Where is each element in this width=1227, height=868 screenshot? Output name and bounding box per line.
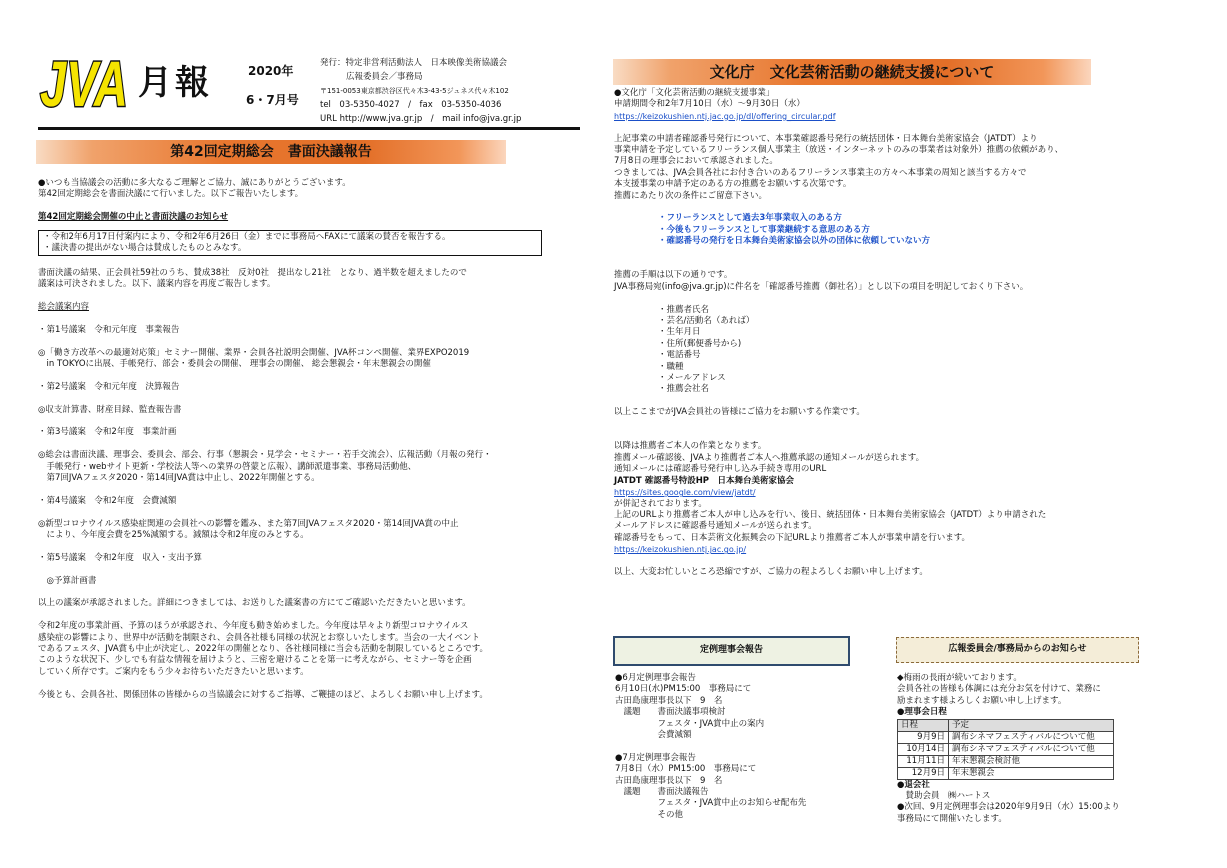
pr-line: 励まれます様よろしくお願い申し上げます。 xyxy=(897,695,1067,706)
board-line: 7月8日（水）PM15:00 事務局にて xyxy=(615,764,757,775)
schedule-date: 9月9日 xyxy=(898,731,949,743)
tel-fax: tel 03-5350-4027 / fax 03-5350-4036 xyxy=(320,100,502,110)
nominee-line: 推薦メール確認後、JVAより推薦者ご本人へ推薦承認の通知メールが送られます。 xyxy=(614,452,925,463)
withdraw-member: 賛助会員 ㈱ハートス xyxy=(897,791,991,802)
member-work-text: 以上ここまでがJVA会員社の皆様にご協力をお願いする作業です。 xyxy=(614,407,865,418)
board-report xyxy=(615,673,885,821)
newsletter-title: 月報 xyxy=(138,63,212,103)
schedule-date: 12月9日 xyxy=(898,767,949,779)
plan-line: このような状況下、少しでも有益な情報を届けようと、三密を避けることを第一に考えながら、セミナー等を企画 xyxy=(38,655,472,666)
board-report-heading: 定例理事会報告 xyxy=(613,636,850,666)
support-line: 事業申請を予定しているフリーランス個人事業主（放送・インターネットのみの事業者は対象外）推薦の依頼があり、 xyxy=(614,145,1064,156)
support-line: 推薦にあたり次の条件にご留意下さい。 xyxy=(614,190,768,201)
publisher: 発行：特定非営利活動法人 日本映像美術協議会 xyxy=(320,58,508,68)
nominee-line: メールアドレスに確認番号通知メールが送られます。 xyxy=(614,521,817,532)
plan-line: 感染症の影響により、世界中が活動を制限され、会員各社様も同様の状況とお察しいたします。当会の一大イベント xyxy=(38,632,480,643)
nominee-line: 通知メールには確認番号発行申し込み手続き専用のURL xyxy=(614,464,827,475)
support-line: つきましては、JVA会員各社にお付き合いのあるフリーランス事業主の方々へ本事業の周知と該当する方々で xyxy=(614,167,1027,178)
field-item: ・生年月日 xyxy=(658,327,701,338)
nominee-line: 確認番号をもって、日本芸術文化振興会の下記URLより推薦者ご本人が事業申請を行います。 xyxy=(614,532,971,543)
withdraw-heading: ●退会社 xyxy=(897,779,930,790)
field-item: ・電話番号 xyxy=(658,350,701,361)
schedule-plan: 調布シネマフェスティバルについて他 xyxy=(949,731,1114,743)
schedule-plan: 年末懇親会 xyxy=(949,767,1114,779)
keizokushien-link[interactable]: https://keizokushien.ntj.jac.go.jp/ xyxy=(614,545,747,555)
jatdt-site-label: JATDT 確認番号特設HP 日本舞台美術家協会 xyxy=(614,475,795,486)
schedule-header-date: 日程 xyxy=(898,719,949,731)
agenda-item: ・第3号議案 令和2年度 事業計画 xyxy=(38,427,177,438)
application-period: 申請期間令和2年7月10日（水）～9月30日（水） xyxy=(614,99,805,110)
schedule-row xyxy=(898,755,1114,767)
board-line: その他 xyxy=(615,809,684,820)
pr-line: 会員各社の皆様も体調には充分お気を付けて、業務に xyxy=(897,684,1101,695)
board-line: ●7月定例理事会報告 xyxy=(615,752,696,763)
field-item: ・メールアドレス xyxy=(658,373,726,384)
nominee-line: が併記されております。 xyxy=(614,498,707,509)
pr-line: ◆梅雨の長雨が続いております。 xyxy=(897,673,1022,683)
notice-line: ・議決書の提出がない場合は賛成したものとみなす。 xyxy=(43,243,247,254)
intro-line: ●いつも当協議会の活動に多大なるご理解とご協力、誠にありがとうございます。 xyxy=(38,178,351,188)
schedule-date: 11月11日 xyxy=(898,755,949,767)
masthead-rule xyxy=(38,127,580,130)
agenda-detail: ◎総会は書面決議、理事会、委員会、部会、行事（懇親会・見学会・セミナー・若手交流会）、広報活動（月報の発行・ xyxy=(38,450,492,461)
right-closing-text: 以上、大変お忙しいところ恐縮ですが、ご協力の程よろしくお願い申し上げます。 xyxy=(614,566,928,577)
result-line: 書面決議の結果、正会員社59社のうち、賛成38社 反対0社 提出なし21社 となり、過半数を超えましたので xyxy=(38,267,467,278)
schedule-heading: ●理事会日程 xyxy=(897,707,947,718)
program-name: ●文化庁「文化芸術活動の継続支援事業」 xyxy=(614,88,775,98)
next-meeting-line: ●次回、9月定例理事会は2020年9月9日（水）15:00より xyxy=(897,802,1120,813)
nominee-line: 上記のURLより推薦者ご本人が申し込みを行い、後日、統括団体・日本舞台美術家協会（JATDT）より申請された xyxy=(614,509,1047,520)
agenda-detail: ◎新型コロナウイルス感染症関連の会員社への影響を鑑み、また第7回JVAフェスタ2020・第14回JVA賞の中止 xyxy=(38,518,459,529)
nominee-line: 以降は推薦者ご本人の作業となります。 xyxy=(614,441,767,452)
field-item: ・住所(郵便番号から) xyxy=(658,338,742,349)
condition-item: ・確認番号の発行を日本舞台美術家協会以外の団体に依頼していない方 xyxy=(658,236,931,247)
agenda-detail: ◎予算計画書 xyxy=(38,575,97,586)
issue-year: 2020年 xyxy=(248,64,294,78)
agenda-detail: により、今年度会費を25%減額する。減額は令和2年度のみとする。 xyxy=(38,530,309,541)
bunka-support-banner: 文化庁 文化芸術活動の継続支援について xyxy=(613,59,1091,85)
agenda-detail: ◎「働き方改革への最適対応策」セミナー開催、業界・会員各社説明会開催、JVA杯コンペ開催、業界EXPO2019 xyxy=(38,347,470,358)
agenda-item: ・第4号議案 令和2年度 会費減額 xyxy=(38,495,177,506)
agenda-detail: 第7回JVAフェスタ2020・第14回JVA賞は中止し、2022年開催とする。 xyxy=(38,473,320,484)
plan-line: であるフェスタ、JVA賞も中止が決定し、2022年の開催となり、各社様同様に当会も活動を制限しているところです。 xyxy=(38,644,489,655)
agenda-heading: 総会議案内容 xyxy=(38,302,90,313)
pr-notice xyxy=(897,673,1147,825)
agenda-item: ・第2号議案 令和元年度 決算報告 xyxy=(38,381,180,392)
agenda-item: ・第5号議案 令和2年度 収入・支出予算 xyxy=(38,552,202,563)
left-column xyxy=(38,178,583,701)
intro-line: 第42回定期総会を書面決議にて行いました。以下ご報告いたします。 xyxy=(38,189,304,200)
field-item: ・推薦会社名 xyxy=(658,384,710,395)
support-line: 本支援事業の申請予定のある方の推薦をお願いする次第です。 xyxy=(614,179,852,190)
procedure-line: 推薦の手順は以下の通りです。 xyxy=(614,270,733,281)
notice-line: ・令和2年6月17日付案内により、令和2年6月26日（金）までに事務局へFAXにて議案の賛否を報告する。 xyxy=(43,231,451,242)
field-item: ・芸名/活動名（あれば） xyxy=(658,316,755,327)
schedule-table xyxy=(897,719,1114,780)
agenda-detail: 手帳発行・webサイト更新・学校法人等への業界の啓蒙と広報）、講師派遣事業、事務局活動他、 xyxy=(38,461,417,472)
pr-notice-heading: 広報委員会/事務局からのお知らせ xyxy=(896,637,1139,663)
condition-item: ・今後もフリーランスとして事業継続する意思のある方 xyxy=(658,224,870,235)
notice-heading: 第42回定期総会開催の中止と書面決議のお知らせ xyxy=(38,212,229,223)
jva-logo xyxy=(38,48,130,120)
address: 〒151-0053東京都渋谷区代々木3-43-5ジュネス代々木102 xyxy=(320,87,509,95)
jatdt-link[interactable]: https://sites.google.com/view/jatdt/ xyxy=(614,488,756,498)
plan-line: 令和2年度の事業計画、予算のほうが承認され、今年度も動き始めました。今年度は早々より新型コロナウイルス xyxy=(38,621,469,632)
board-line: 会費減額 xyxy=(615,730,692,741)
jva-logo-text: JVA xyxy=(40,48,128,120)
department: 広報委員会／事務局 xyxy=(346,72,423,82)
schedule-row xyxy=(898,767,1114,779)
board-line: フェスタ・JVA賞中止の案内 xyxy=(615,718,765,729)
next-meeting-line: 事務局にて開催いたします。 xyxy=(897,813,1007,824)
support-line: 上記事業の申請者確認番号発行について、本事業確認番号発行の統括団体・日本舞台美術家協会（JATDT）より xyxy=(614,133,1038,144)
procedure-line: JVA事務局宛(info@jva.gr.jp)に件名を「確認番号推薦（御社名）」とし以下の項目を明記しておくり下さい。 xyxy=(614,281,1029,292)
board-line: 議題 書面決議報告 xyxy=(615,787,709,798)
offering-link[interactable]: https://keizokushien.ntj.jac.go.jp/dl/offering_circular.pdf xyxy=(614,111,836,121)
condition-item: ・フリーランスとして過去3年事業収入のある方 xyxy=(658,213,842,224)
url-mail: URL http://www.jva.gr.jp / mail info@jva.gr.jp xyxy=(320,114,522,124)
fields-list xyxy=(614,305,1194,396)
result-line: 議案は可決されました。以下、議案内容を再度ご報告します。 xyxy=(38,279,276,290)
schedule-row xyxy=(898,731,1114,743)
agenda-detail: ◎収支計算書、財産目録、監査報告書 xyxy=(38,404,182,415)
schedule-plan: 年末懇親会検討他 xyxy=(949,755,1114,767)
conditions-list xyxy=(614,213,1194,247)
schedule-row xyxy=(898,743,1114,755)
schedule-header-row xyxy=(898,719,1114,731)
board-line: フェスタ・JVA賞中止のお知らせ配布先 xyxy=(615,798,807,809)
schedule-plan: 調布シネマフェスティバルについて他 xyxy=(949,743,1114,755)
field-item: ・職種 xyxy=(658,361,684,372)
notice-box xyxy=(38,230,542,257)
closing-text: 今後とも、会員各社、関係団体の皆様からの当協議会に対するご指導、ご鞭撻のほど、よろしくお願い申し上げます。 xyxy=(38,689,488,700)
schedule-date: 10月14日 xyxy=(898,743,949,755)
agenda-item: ・第1号議案 令和元年度 事業報告 xyxy=(38,324,180,335)
general-meeting-banner: 第42回定期総会 書面決議報告 xyxy=(36,140,506,164)
right-column xyxy=(614,88,1194,578)
support-line: 7月8日の理事会において承認されました。 xyxy=(614,156,778,167)
board-line: 古田島康理事長以下 9 名 xyxy=(615,775,723,786)
issue-month: 6・7月号 xyxy=(246,93,299,107)
board-line: 古田島康理事長以下 9 名 xyxy=(615,695,723,706)
board-line: 議題 書面決議事項検討 xyxy=(615,707,726,718)
board-line: 6月10日(水)PM15:00 事務局にて xyxy=(615,684,752,695)
field-item: ・推薦者氏名 xyxy=(658,304,710,315)
approved-text: 以上の議案が承認されました。詳細につきましては、お送りした議案書の方にてご確認いただきたいと思います。 xyxy=(38,598,471,609)
schedule-header-plan: 予定 xyxy=(949,719,1114,731)
agenda-detail: in TOKYOに出展、手帳発行、部会・委員会の開催、 理事会の開催、 総会懇親会・年末懇親会の開催 xyxy=(38,359,431,370)
plan-line: していく所存です。ご案内をもう少々お待ちいただきたいと思います。 xyxy=(38,666,309,677)
board-line: ●6月定例理事会報告 xyxy=(615,673,696,683)
publisher-info xyxy=(320,56,580,126)
